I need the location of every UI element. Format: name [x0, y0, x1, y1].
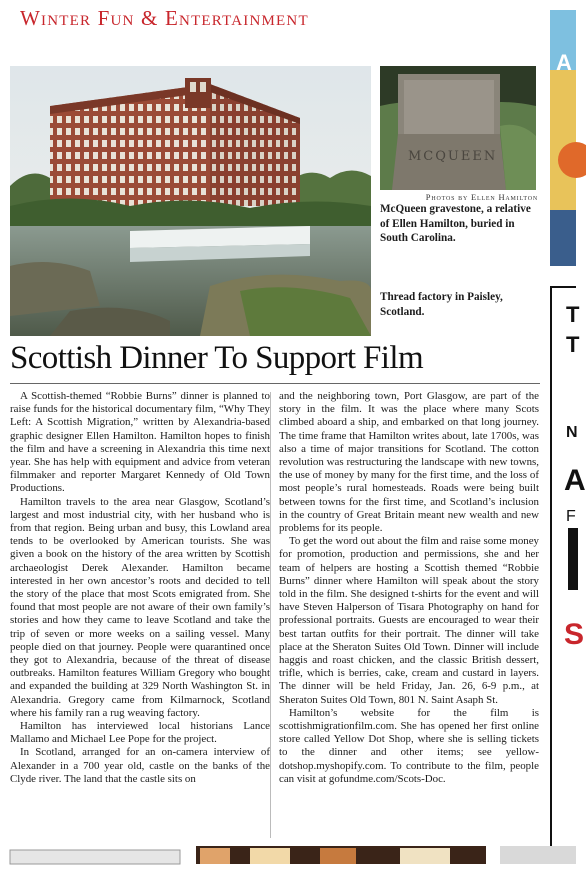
ad-fragment: A	[556, 50, 572, 75]
ad-fragment: F	[566, 508, 576, 525]
article-column-2	[279, 390, 539, 786]
paragraph: and the neighboring town, Port Glasgow, are part of the story in the film. It was the place where many Scots climbed aboard a ship, and embarked on that long journey. The time frame that Hamilton writes about, late 1700s, was also a time of major transitions for Scotland. The cotton revolution was restructuring the landscape with new towns, the use of money by many for the first time, and the loss of most people’s rural homesteads. Roads were being built between towns for the first time, and Scotland’s inclusion in the country of Great Britain meant new wealth and new problems for its people.	[279, 390, 539, 535]
paragraph: To get the word out about the film and raise some money for promotion, production and permissions, she and her team of helpers are hosting a Scottish themed “Robbie Burns” dinner where Hamilton will speak about the story told in the film. She designed t-shirts for the event and will have Steven Halperson of Tisara Photography on hand for professional portraits. Guests are encouraged to wear their best tartan outfits for their portrait. The dinner will take place at the Sheraton Suites Old Town. Dinner will include haggis and roast chicken, and the classic British dessert, trifle, which is berries, cake, cream and custard in layers. The dinner will be held Friday, Jan. 26, 6-9 p.m., at Sheraton Suites Old Town, 801 N. Saint Asaph St.	[279, 535, 539, 706]
ad-fragment: A	[564, 464, 586, 497]
paragraph: In Scotland, arranged for an on-camera interview of Alexander in a 700 year old, castle on the banks of the Clyde river. The land that the castle sits on	[10, 746, 270, 785]
photo-credit: Photos by Ellen Hamilton	[425, 192, 538, 202]
advertisement-top	[550, 10, 576, 266]
article-column-1	[10, 390, 270, 786]
paragraph: Hamilton travels to the area near Glasgow, Scotland’s largest and most industrial city, with her husband who is from that region. Being urban and busy, this Lowland area tends to be overlooked by American tourists. She was given a book on the history of the area written by Scottish archaeologist Derek Alexander. Hamilton became interested in her own ancestor’s roots and decided to tell the story of the place that most Scots emigrated from. She found that most people are not aware of their own family’s stories and how they came to leave Scotland and take the trip of seven or more weeks on a sailing vessel. Many people died on that journey. People were quarantined once they got to Alexandria, because of the threat of disease outbreaks. Hamilton features William Gregory who bought and expanded the building at 329 North Washington St. in Alexandria. Gregory came from Kilmarnock, Scotland where his family ran a rug weaving factory.	[10, 495, 270, 719]
article-headline: Scottish Dinner To Support Film	[10, 340, 424, 376]
thread-factory-photo	[10, 66, 371, 336]
gravestone-photo	[380, 66, 536, 190]
caption-gravestone: McQueen gravestone, a relative of Ellen Hamilton, buried in South Carolina.	[380, 203, 531, 244]
ad-fragment: T	[566, 332, 580, 357]
headline-rule	[10, 383, 540, 384]
ad-fragment: T	[566, 302, 580, 327]
gravestone-inscription: MCQUEEN	[408, 149, 498, 164]
paragraph: A Scottish-themed “Robbie Burns” dinner is planned to raise funds for the historical documentary film, “Why They Left: A Scottish Migration,” written by Alexandria-based graphic designer Ellen Hamilton. Hamilton hopes to finish the film and have a screening in Alexandria this time next year. She has help with equipment and advice from veteran filmmaker and reporter Margaret Kennedy of Old Town Productions.	[10, 390, 270, 495]
ad-fragment: S	[564, 618, 585, 651]
paragraph: Hamilton has interviewed local historians Lance Mallamo and Michael Lee Pope for the project.	[10, 720, 270, 746]
caption-thread-factory: Thread factory in Paisley, Scotland.	[380, 291, 503, 318]
column-divider	[270, 392, 271, 838]
ad-black-bar	[568, 528, 578, 590]
bottom-photo-strip	[0, 846, 576, 864]
advertisement-box	[550, 286, 586, 858]
section-header: Winter Fun & Entertainment	[20, 6, 309, 30]
ad-fragment: N	[566, 424, 578, 441]
paragraph: Hamilton’s website for the film is scottishmigrationfilm.com. She has opened her first online store called Yellow Dot Shop, where she is selling tickets to the dinner and other items; see yellow-dotshop.myshopify.com. To contribute to the film, people can visit at gofundme.com/Scots-Doc.	[279, 706, 539, 785]
